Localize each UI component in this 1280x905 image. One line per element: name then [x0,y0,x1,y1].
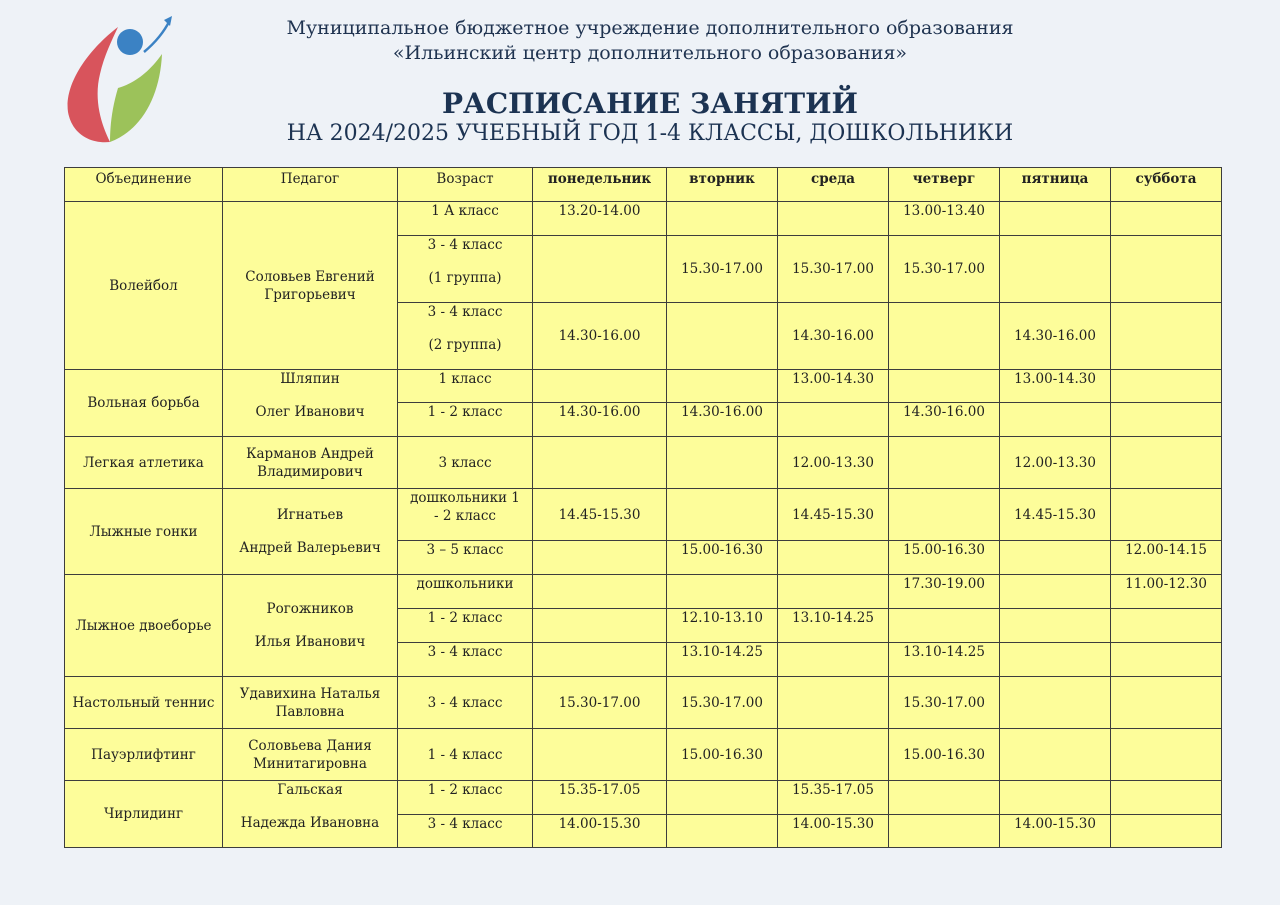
age-cell [398,236,533,303]
age-cell: 3 класс [398,437,533,489]
schedule-table [64,167,1222,848]
time-cell: 13.00-14.30 [778,370,889,403]
blue-head-circle [117,29,143,55]
time-cell [889,815,1000,848]
time-cell [667,575,778,609]
time-cell [533,729,667,781]
header-row [65,168,1222,202]
teacher-name-line: Минитагировна [253,755,367,772]
org-name-line2: «Ильинский центр дополнительного образования» [392,42,908,64]
time-cell: 15.30-17.00 [667,236,778,303]
column-header-friday: пятница [1000,168,1111,202]
time-cell: 14.30-16.00 [533,303,667,370]
time-cell: 14.45-15.30 [778,489,889,541]
time-cell [533,370,667,403]
time-cell [889,781,1000,815]
column-header-thursday: четверг [889,168,1000,202]
teacher-name-line: Владимирович [257,463,363,480]
time-cell: 15.30-17.00 [533,677,667,729]
teacher-name-line: Соловьев Евгений [245,268,375,285]
age-cell: 1 класс [398,370,533,403]
time-cell: 12.00-14.15 [1111,541,1222,575]
time-cell [1000,781,1111,815]
time-cell: 14.45-15.30 [1000,489,1111,541]
time-cell [667,781,778,815]
time-cell: 14.30-16.00 [889,403,1000,437]
column-header-age: Возраст [398,168,533,202]
time-cell [533,643,667,677]
time-cell [533,541,667,575]
time-cell [533,609,667,643]
leaf-figure-logo [60,12,180,147]
age-cell: 3 - 4 класс [398,677,533,729]
age-cell: 1 - 2 класс [398,403,533,437]
time-cell [1111,643,1222,677]
time-cell [1000,403,1111,437]
time-cell [778,575,889,609]
teacher-name-line: Игнатьев [276,507,344,523]
time-cell: 14.30-16.00 [1000,303,1111,370]
age-line: 3 - 4 класс [427,237,503,253]
time-cell [1111,236,1222,303]
time-cell: 17.30-19.00 [889,575,1000,609]
column-header-monday: понедельник [533,168,667,202]
time-cell: 12.10-13.10 [667,609,778,643]
page-subtitle: НА 2024/2025 УЧЕБНЫЙ ГОД 1-4 КЛАССЫ, ДОШКОЛЬНИКИ [286,121,1014,146]
age-line: - 2 класс [434,508,496,524]
time-cell [1111,677,1222,729]
table-row [65,677,1222,729]
time-cell [667,202,778,236]
teacher-name-line: Олег Иванович [255,404,365,420]
time-cell [667,437,778,489]
column-header-association: Объединение [65,168,223,202]
time-cell: 15.30-17.00 [778,236,889,303]
time-cell: 15.00-16.30 [889,541,1000,575]
teacher-name-line: Шляпин [280,371,340,387]
teacher-name-line: Гальская [277,782,343,798]
teacher-name-line: Удавихина Наталья [239,685,381,702]
age-line: (1 группа) [428,270,502,286]
time-cell: 14.30-16.00 [533,403,667,437]
teacher-name-line: Григорьевич [264,286,356,303]
column-header-wednesday: среда [778,168,889,202]
age-cell: 1 - 2 класс [398,781,533,815]
time-cell [889,609,1000,643]
teacher-name-line: Рогожников [266,601,354,617]
time-cell: 15.30-17.00 [889,677,1000,729]
time-cell [778,202,889,236]
column-header-teacher: Педагог [223,168,398,202]
teacher-cell [223,437,398,489]
time-cell [889,437,1000,489]
age-cell: 1 - 2 класс [398,609,533,643]
time-cell: 13.10-14.25 [889,643,1000,677]
teacher-name-line: Павловна [275,703,345,720]
table-row [65,489,1222,541]
page-title: РАСПИСАНИЕ ЗАНЯТИЙ [441,87,859,120]
time-cell [1000,541,1111,575]
document-header [190,16,1110,147]
age-cell: дошкольники [398,575,533,609]
time-cell: 15.35-17.05 [533,781,667,815]
column-header-tuesday: вторник [667,168,778,202]
red-leaf-shape [68,27,118,142]
teacher-cell [223,781,398,848]
teacher-cell [223,677,398,729]
teacher-cell [223,729,398,781]
teacher-name-line: Соловьева Дания [248,737,372,754]
time-cell: 12.00-13.30 [1000,437,1111,489]
time-cell: 15.00-16.30 [667,729,778,781]
table-row [65,729,1222,781]
time-cell [1111,781,1222,815]
time-cell: 14.00-15.30 [1000,815,1111,848]
time-cell [1000,575,1111,609]
association-cell: Лыжные гонки [65,489,223,575]
time-cell [1000,729,1111,781]
time-cell [778,643,889,677]
teacher-cell [223,370,398,437]
time-cell [778,541,889,575]
table-row [65,437,1222,489]
time-cell [1111,437,1222,489]
time-cell: 15.00-16.30 [667,541,778,575]
column-header-saturday: суббота [1111,168,1222,202]
time-cell: 14.00-15.30 [778,815,889,848]
association-cell: Пауэрлифтинг [65,729,223,781]
time-cell [1111,815,1222,848]
time-cell [1111,370,1222,403]
teacher-name-line: Илья Иванович [254,634,366,650]
teacher-name-line: Надежда Ивановна [240,815,380,831]
time-cell [778,403,889,437]
table-row [65,202,1222,236]
age-cell: 3 - 4 класс [398,643,533,677]
teacher-cell [223,575,398,677]
time-cell [533,575,667,609]
time-cell: 11.00-12.30 [1111,575,1222,609]
time-cell: 15.30-17.00 [667,677,778,729]
time-cell [533,236,667,303]
time-cell [889,303,1000,370]
time-cell: 13.00-13.40 [889,202,1000,236]
time-cell: 15.35-17.05 [778,781,889,815]
time-cell [1000,236,1111,303]
time-cell: 13.10-14.25 [778,609,889,643]
time-cell [667,489,778,541]
teacher-name-line: Андрей Валерьевич [239,540,381,556]
time-cell [667,370,778,403]
time-cell [1111,202,1222,236]
arrow-line [144,20,170,52]
age-cell: 3 - 4 класс [398,815,533,848]
association-cell: Легкая атлетика [65,437,223,489]
time-cell [667,815,778,848]
teacher-name-line: Карманов Андрей [246,445,374,462]
age-cell: 1 - 4 класс [398,729,533,781]
time-cell: 13.10-14.25 [667,643,778,677]
age-cell [398,489,533,541]
time-cell: 13.20-14.00 [533,202,667,236]
time-cell [1111,403,1222,437]
time-cell [1000,643,1111,677]
age-line: (2 группа) [428,337,502,353]
time-cell [1111,729,1222,781]
time-cell: 14.45-15.30 [533,489,667,541]
time-cell: 14.30-16.00 [778,303,889,370]
time-cell [533,437,667,489]
time-cell [1111,609,1222,643]
time-cell [1000,202,1111,236]
time-cell [1111,303,1222,370]
time-cell [778,677,889,729]
org-name-line1: Муниципальное бюджетное учреждение дополнительного образования [286,17,1014,39]
time-cell [1000,609,1111,643]
age-cell: 3 – 5 класс [398,541,533,575]
time-cell [778,729,889,781]
association-cell: Лыжное двоеборье [65,575,223,677]
time-cell: 12.00-13.30 [778,437,889,489]
green-leaf-shape [110,54,162,142]
table-row [65,575,1222,609]
time-cell [1000,677,1111,729]
table-row [65,781,1222,815]
time-cell: 15.00-16.30 [889,729,1000,781]
age-line: 3 - 4 класс [427,304,503,320]
time-cell: 13.00-14.30 [1000,370,1111,403]
association-cell: Настольный теннис [65,677,223,729]
association-cell: Чирлидинг [65,781,223,848]
association-cell: Вольная борьба [65,370,223,437]
association-cell: Волейбол [65,202,223,370]
time-cell [667,303,778,370]
age-cell: 1 А класс [398,202,533,236]
time-cell: 14.30-16.00 [667,403,778,437]
teacher-cell [223,489,398,575]
time-cell: 15.30-17.00 [889,236,1000,303]
time-cell [1111,489,1222,541]
time-cell: 14.00-15.30 [533,815,667,848]
age-cell [398,303,533,370]
age-line: дошкольники 1 [410,490,520,506]
time-cell [889,489,1000,541]
table-row [65,370,1222,403]
time-cell [889,370,1000,403]
teacher-cell [223,202,398,370]
